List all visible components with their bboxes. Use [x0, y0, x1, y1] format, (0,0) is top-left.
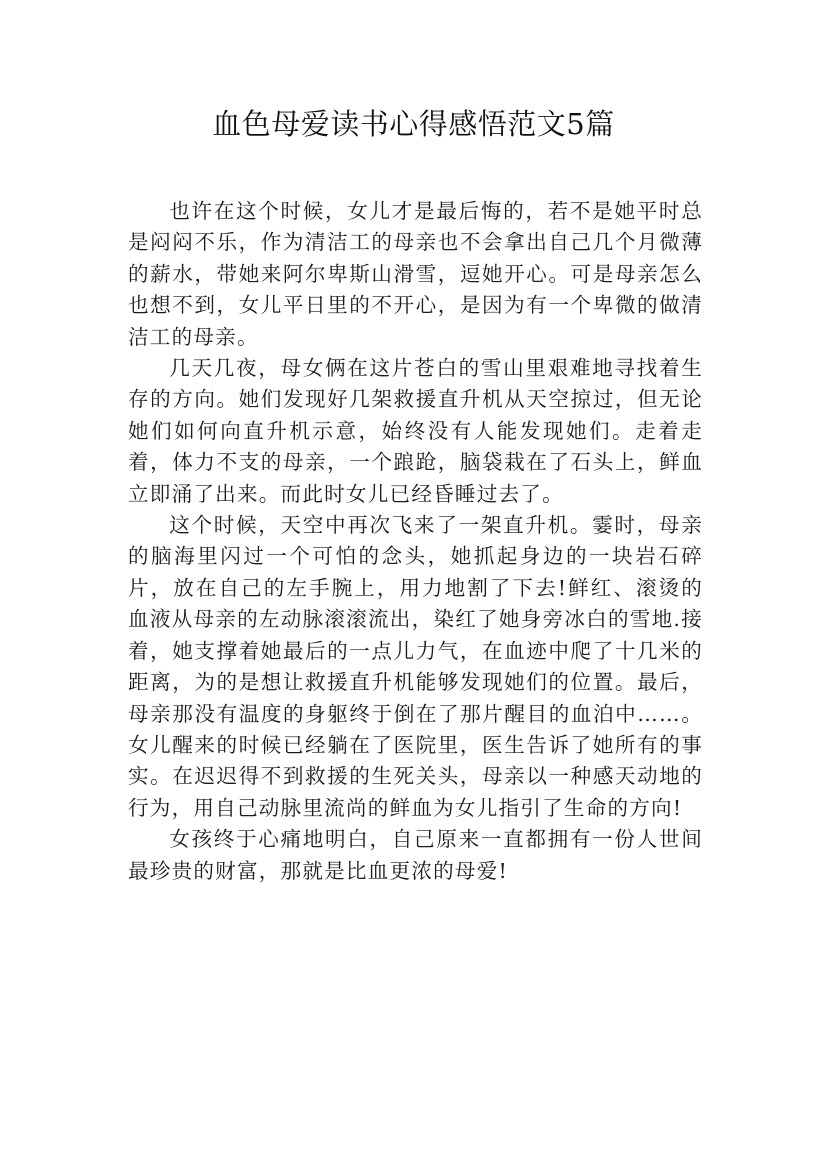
- document-body: [128, 196, 703, 887]
- paragraph-4: 女孩终于心痛地明白，自己原来一直都拥有一份人世间最珍贵的财富，那就是比血更浓的母爱!: [128, 827, 703, 883]
- paragraph-3: 这个时候，天空中再次飞来了一架直升机。霎时，母亲的脑海里闪过一个可怕的念头，她抓起身边的一块岩石碎片，放在自己的左手腕上，用力地割了下去!鲜红、滚烫的血液从母亲的左动脉滚滚流出，染红了她身旁冰白的雪地.接着，她支撑着她最后的一点儿力气，在血迹中爬了十几米的距离，为的是想让救援直升机能够发现她们的位置。最后，母亲那没有温度的身躯终于倒在了那片醒目的血泊中……。女儿醒来的时候已经躺在了医院里，医生告诉了她所有的事实。在迟迟得不到救援的生死关头，母亲以一种感天动地的行为，用自己动脉里流尚的鲜血为女儿指引了生命的方向!: [128, 513, 703, 820]
- paragraph-1: 也许在这个时候，女儿才是最后悔的，若不是她平时总是闷闷不乐，作为清洁工的母亲也不会拿出自己几个月微薄的薪水，带她来阿尔卑斯山滑雪，逗她开心。可是母亲怎么也想不到，女儿平日里的不开心，是因为有一个卑微的做清洁工的母亲。: [128, 199, 703, 349]
- paragraph-2: 几天几夜，母女俩在这片苍白的雪山里艰难地寻找着生存的方向。她们发现好几架救援直升机从天空掠过，但无论她们如何向直升机示意，始终没有人能发现她们。走着走着，体力不支的母亲，一个踉跄，脑袋栽在了石头上，鲜血立即涌了出来。而此时女儿已经昏睡过去了。: [128, 356, 703, 506]
- document-title: 血色母爱读书心得感悟范文5篇: [212, 107, 615, 141]
